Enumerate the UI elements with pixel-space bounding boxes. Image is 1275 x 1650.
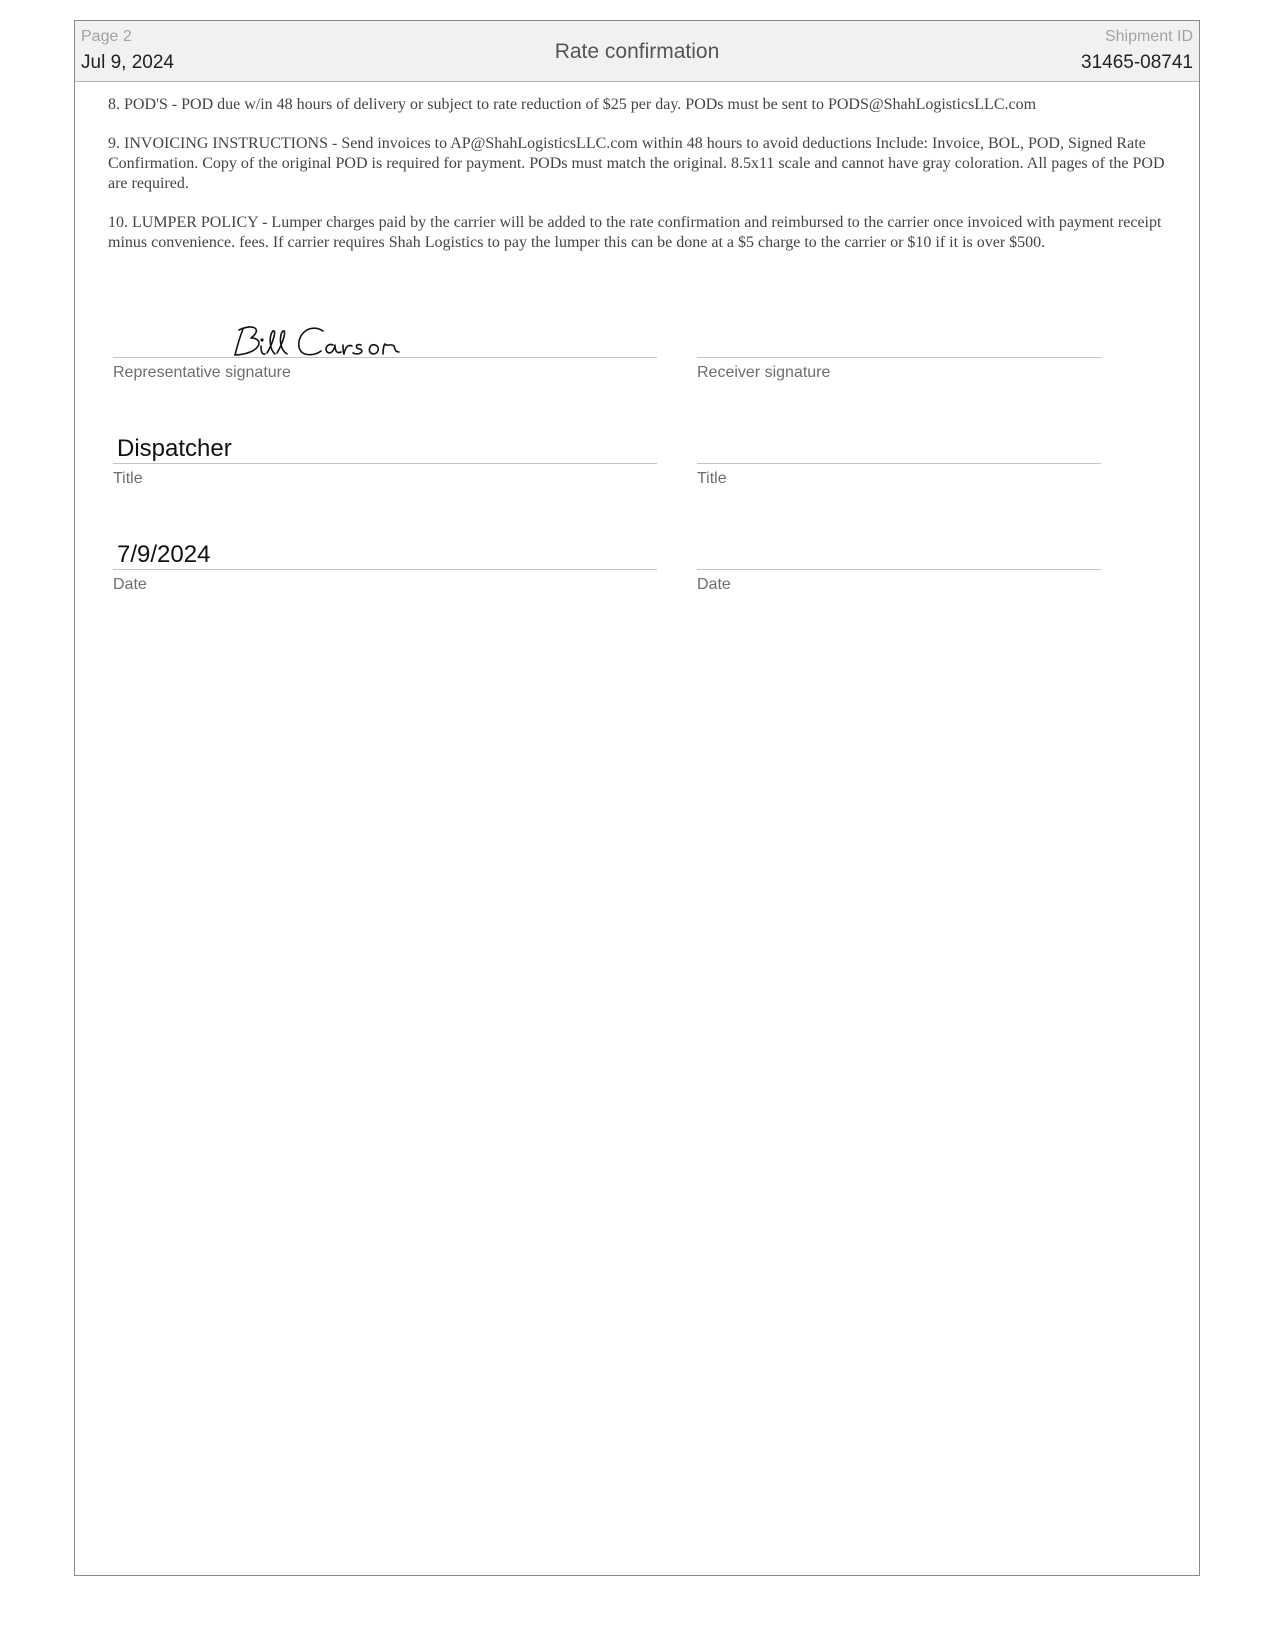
document-date: Jul 9, 2024	[81, 52, 174, 73]
representative-title-caption: Title	[113, 470, 143, 487]
receiver-title-field[interactable]	[697, 427, 1101, 497]
representative-title-line	[113, 463, 657, 464]
document-title: Rate confirmation	[554, 40, 720, 63]
page-number-label: Page 2	[81, 28, 132, 45]
receiver-date-field[interactable]	[697, 533, 1101, 603]
receiver-title-caption: Title	[697, 470, 727, 487]
representative-date-field[interactable]	[113, 533, 657, 603]
term-invoicing: 9. INVOICING INSTRUCTIONS - Send invoices to AP@ShahLogisticsLLC.com within 48 hours to avoid deductions Include: Invoice, BOL, POD, Signed Rate Confirmation. Copy of the original POD is required for payment. PODs must match the original. 8.5x11 scale and cannot have gray coloration. All pages of the POD are required.	[108, 135, 1165, 192]
representative-title-value: Dispatcher	[117, 435, 232, 462]
page-header	[75, 21, 1199, 82]
term-pods: 8. POD'S - POD due w/in 48 hours of delivery or subject to rate reduction of $25 per day. PODs must be sent to PODS@ShahLogisticsLLC.com	[108, 96, 1037, 113]
representative-date-value: 7/9/2024	[117, 541, 211, 568]
rate-confirmation-page	[74, 20, 1200, 1576]
shipment-id-label: Shipment ID	[1104, 28, 1193, 45]
receiver-signature-field[interactable]	[697, 321, 1101, 391]
representative-date-caption: Date	[113, 576, 147, 593]
term-lumper: 10. LUMPER POLICY - Lumper charges paid by the carrier will be added to the rate confirmation and reimbursed to the carrier once invoiced with payment receipt minus convenience. fees. If carrier requires Shah Logistics to pay the lumper this can be done at a $5 charge to the carrier or $10 if it is over $500.	[108, 214, 1162, 251]
receiver-date-line	[697, 569, 1101, 570]
representative-signature-line	[113, 357, 657, 358]
receiver-title-line	[697, 463, 1101, 464]
representative-date-line	[113, 569, 657, 570]
terms-section	[108, 95, 1168, 272]
representative-title-field[interactable]	[113, 427, 657, 497]
receiver-signature-line	[697, 357, 1101, 358]
shipment-id-value: 31465-08741	[1081, 52, 1193, 73]
representative-signature-image	[231, 321, 421, 361]
representative-signature-field[interactable]	[113, 321, 657, 391]
representative-signature-caption: Representative signature	[113, 364, 291, 381]
receiver-date-caption: Date	[697, 576, 731, 593]
receiver-signature-caption: Receiver signature	[697, 364, 831, 381]
